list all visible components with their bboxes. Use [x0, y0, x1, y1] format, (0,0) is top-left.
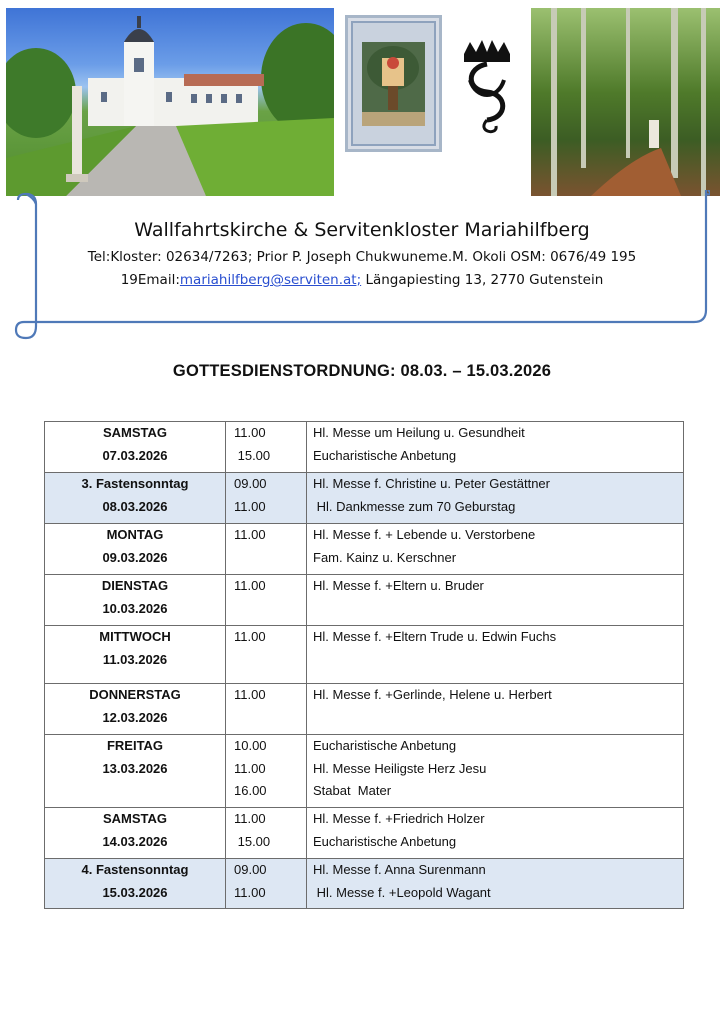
service-description: Hl. Messe f. +Eltern Trude u. Edwin Fuchs [313, 629, 557, 644]
service-description: Fam. Kainz u. Kerschner [313, 549, 457, 565]
day-date: 11.03.2026 [102, 651, 168, 667]
schedule-heading: GOTTESDIENSTORDNUNG: 08.03. – 15.03.2026 [172, 362, 552, 380]
service-time: 11.00 [234, 425, 266, 440]
service-time: 10.00 [234, 738, 267, 753]
day-name: SAMSTAG [102, 425, 168, 440]
schedule-row [45, 524, 684, 575]
service-description: Hl. Messe f. +Friedrich Holzer [313, 811, 485, 826]
entries-cell [307, 735, 684, 808]
day-name: MONTAG [106, 527, 164, 542]
entries-cell [307, 575, 684, 626]
address-text: Längapiesting 13, 2770 Gutenstein [361, 272, 604, 288]
service-description: Hl. Dankmesse zum 70 Geburstag [313, 498, 516, 514]
schedule-row [45, 626, 684, 684]
times-cell [226, 626, 307, 684]
times-cell [226, 859, 307, 909]
service-time: 11.00 [234, 811, 266, 826]
times-cell [226, 808, 307, 859]
day-name: 3. Fastensonntag [81, 476, 189, 491]
schedule-row [45, 684, 684, 735]
service-description: Eucharistische Anbetung [313, 447, 457, 463]
entries-cell [307, 859, 684, 909]
day-date: 10.03.2026 [102, 600, 168, 616]
day-date: 12.03.2026 [102, 709, 168, 725]
service-description: Hl. Messe f. +Gerlinde, Helene u. Herbert [313, 687, 552, 702]
service-time: 11.00 [234, 578, 266, 593]
day-date: 07.03.2026 [102, 447, 168, 463]
times-cell [226, 422, 307, 473]
day-cell [45, 626, 226, 684]
schedule-table [44, 421, 684, 909]
day-date: 15.03.2026 [102, 884, 168, 900]
service-time: 11.00 [234, 760, 266, 776]
times-cell [226, 684, 307, 735]
service-time: 11.00 [234, 629, 266, 644]
service-time: 11.00 [234, 884, 266, 900]
service-description: Hl. Messe um Heilung u. Gesundheit [313, 425, 525, 440]
times-cell [226, 473, 307, 524]
entries-cell [307, 626, 684, 684]
service-description: Hl. Messe f. Christine u. Peter Gestättner [313, 476, 550, 491]
email-address-line [0, 272, 724, 288]
day-cell [45, 684, 226, 735]
day-name: SAMSTAG [102, 811, 168, 826]
entries-cell [307, 684, 684, 735]
entries-cell [307, 524, 684, 575]
schedule-row [45, 735, 684, 808]
times-cell [226, 735, 307, 808]
schedule-row [45, 473, 684, 524]
email-link[interactable]: mariahilfberg@serviten.at; [179, 272, 362, 288]
day-name: DONNERSTAG [89, 687, 181, 702]
schedule-row [45, 808, 684, 859]
entries-cell [307, 422, 684, 473]
day-cell [45, 859, 226, 909]
service-description: Hl. Messe Heiligste Herz Jesu [313, 760, 487, 776]
times-cell [226, 524, 307, 575]
day-cell [45, 473, 226, 524]
schedule-row [45, 422, 684, 473]
service-time: 15.00 [234, 447, 271, 463]
service-description: Stabat Mater [313, 783, 392, 798]
service-description: Hl. Messe f. +Eltern u. Bruder [313, 578, 484, 593]
madonna-painting [345, 15, 442, 152]
day-cell [45, 422, 226, 473]
service-time: 11.00 [234, 687, 266, 702]
day-name: FREITAG [106, 738, 164, 753]
service-time: 09.00 [234, 476, 267, 491]
service-time: 15.00 [234, 833, 271, 849]
day-date: 09.03.2026 [102, 549, 168, 565]
service-description: Eucharistische Anbetung [313, 833, 457, 849]
service-time: 11.00 [234, 527, 266, 542]
day-cell [45, 735, 226, 808]
service-description: Hl. Messe f. + Lebende u. Verstorbene [313, 527, 536, 542]
day-date: 13.03.2026 [102, 760, 168, 776]
service-time: 11.00 [234, 498, 266, 514]
servite-crest-icon [456, 40, 518, 140]
contact-line: Tel:Kloster: 02634/7263; Prior P. Joseph Chukwuneme.M. Okoli OSM: 0676/49 195 [87, 249, 637, 265]
service-description: Hl. Messe f. +Leopold Wagant [313, 884, 491, 900]
service-description: Eucharistische Anbetung [313, 738, 457, 753]
email-prefix: 19Email: [120, 272, 180, 288]
service-time: 16.00 [234, 783, 267, 798]
schedule-row [45, 575, 684, 626]
entries-cell [307, 808, 684, 859]
entries-cell [307, 473, 684, 524]
forest-path-photo [531, 8, 720, 196]
monastery-title: Wallfahrtskirche & Servitenkloster Mariahilfberg [134, 219, 590, 241]
day-name: 4. Fastensonntag [81, 862, 189, 877]
scroll-banner [14, 190, 710, 342]
church-photo [6, 8, 334, 196]
service-description: Hl. Messe f. Anna Surenmann [313, 862, 486, 877]
day-date: 14.03.2026 [102, 833, 168, 849]
service-time: 09.00 [234, 862, 267, 877]
schedule-row [45, 859, 684, 909]
times-cell [226, 575, 307, 626]
day-cell [45, 808, 226, 859]
day-cell [45, 575, 226, 626]
day-cell [45, 524, 226, 575]
day-date: 08.03.2026 [102, 498, 168, 514]
day-name: MITTWOCH [99, 629, 171, 644]
day-name: DIENSTAG [101, 578, 169, 593]
